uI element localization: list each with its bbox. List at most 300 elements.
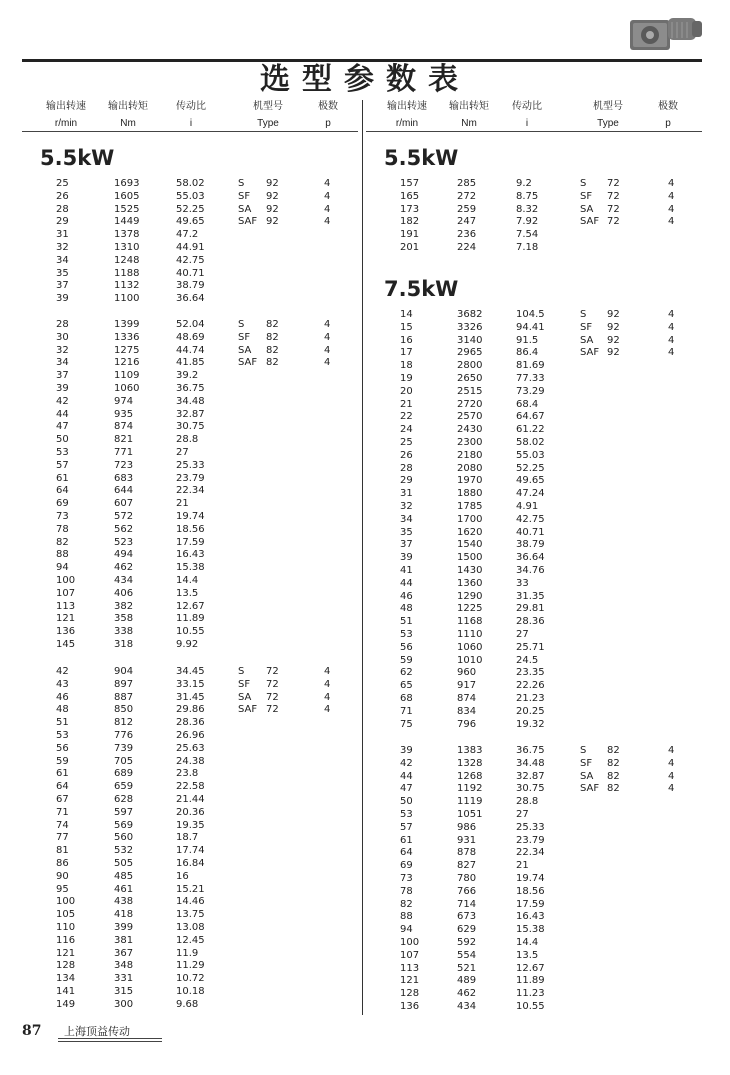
page-title: 选型参数表 xyxy=(260,62,470,97)
pole-count: 4 xyxy=(324,678,331,690)
output-torque: 358 xyxy=(114,613,134,625)
ratio: 4.91 xyxy=(516,500,539,512)
ratio: 10.72 xyxy=(176,973,205,985)
output-speed: 61 xyxy=(56,472,69,484)
model-size: 72 xyxy=(266,704,279,716)
output-speed: 42 xyxy=(56,395,69,407)
output-speed: 35 xyxy=(56,267,69,279)
output-torque: 739 xyxy=(114,742,134,754)
output-torque: 521 xyxy=(457,962,477,974)
output-speed: 69 xyxy=(56,498,69,510)
output-torque: 935 xyxy=(114,408,134,420)
output-speed: 86 xyxy=(56,857,69,869)
ratio: 9.68 xyxy=(176,998,199,1010)
output-speed: 116 xyxy=(56,934,76,946)
output-torque: 780 xyxy=(457,872,477,884)
ratio: 44.74 xyxy=(176,344,205,356)
output-torque: 554 xyxy=(457,949,477,961)
output-speed: 182 xyxy=(400,216,420,228)
output-torque: 931 xyxy=(457,834,477,846)
ratio: 12.45 xyxy=(176,934,205,946)
output-torque: 1378 xyxy=(114,229,140,241)
output-torque: 1880 xyxy=(457,488,483,500)
output-torque: 494 xyxy=(114,549,134,561)
ratio: 29.81 xyxy=(516,603,545,615)
output-speed: 44 xyxy=(400,577,413,589)
ratio: 10.18 xyxy=(176,985,205,997)
ratio: 42.75 xyxy=(176,254,205,266)
output-torque: 812 xyxy=(114,717,134,729)
pole-count: 4 xyxy=(668,321,675,333)
ratio: 49.65 xyxy=(516,475,545,487)
output-torque: 348 xyxy=(114,960,134,972)
output-speed: 21 xyxy=(400,398,413,410)
model-series: SA xyxy=(238,203,252,215)
ratio: 11.23 xyxy=(516,988,545,1000)
output-speed: 29 xyxy=(400,475,413,487)
ratio: 14.4 xyxy=(176,574,199,586)
output-torque: 1119 xyxy=(457,796,483,808)
output-speed: 157 xyxy=(400,178,420,189)
model-series: S xyxy=(238,319,245,330)
output-torque: 338 xyxy=(114,626,134,638)
output-speed: 64 xyxy=(400,847,413,859)
output-speed: 42 xyxy=(56,666,69,677)
model-series: SA xyxy=(580,770,594,782)
output-torque: 592 xyxy=(457,936,477,948)
output-torque: 1051 xyxy=(457,808,483,820)
output-speed: 71 xyxy=(56,806,69,818)
output-speed: 74 xyxy=(56,819,69,831)
ratio: 13.08 xyxy=(176,921,205,933)
output-speed: 35 xyxy=(400,526,413,538)
output-torque: 562 xyxy=(114,523,134,535)
output-speed: 41 xyxy=(400,564,413,576)
output-torque: 1449 xyxy=(114,216,140,228)
output-torque: 1060 xyxy=(457,641,483,653)
model-series: SF xyxy=(238,190,251,202)
header-speed-right: 输出转速 r/min xyxy=(387,101,427,129)
ratio: 15.21 xyxy=(176,883,205,895)
output-speed: 57 xyxy=(400,821,413,833)
output-torque: 1360 xyxy=(457,577,483,589)
output-torque: 874 xyxy=(114,421,134,433)
output-speed: 34 xyxy=(56,357,69,369)
output-torque: 3682 xyxy=(457,309,483,320)
output-torque: 1225 xyxy=(457,603,483,615)
output-speed: 39 xyxy=(400,745,413,756)
output-speed: 69 xyxy=(400,860,413,872)
ratio: 27 xyxy=(516,628,529,640)
output-speed: 32 xyxy=(56,344,69,356)
ratio: 34.48 xyxy=(176,395,205,407)
ratio: 36.64 xyxy=(176,293,205,305)
output-torque: 1605 xyxy=(114,190,140,202)
model-series: SA xyxy=(238,344,252,356)
output-torque: 629 xyxy=(457,924,477,936)
output-torque: 434 xyxy=(114,574,134,586)
ratio: 21.23 xyxy=(516,692,545,704)
ratio: 16 xyxy=(176,870,189,882)
output-speed: 165 xyxy=(400,190,420,202)
output-speed: 32 xyxy=(56,241,69,253)
output-torque: 285 xyxy=(457,178,477,189)
output-speed: 121 xyxy=(56,613,76,625)
model-size: 92 xyxy=(266,190,279,202)
ratio: 47.2 xyxy=(176,229,199,241)
output-speed: 100 xyxy=(400,936,420,948)
output-torque: 960 xyxy=(457,667,477,679)
output-torque: 1110 xyxy=(457,628,483,640)
ratio: 15.38 xyxy=(516,924,545,936)
ratio: 9.92 xyxy=(176,638,199,650)
output-speed: 59 xyxy=(56,755,69,767)
output-speed: 50 xyxy=(400,796,413,808)
pole-count: 4 xyxy=(668,309,675,320)
output-torque: 462 xyxy=(457,988,477,1000)
ratio: 30.75 xyxy=(516,783,545,795)
output-torque: 1168 xyxy=(457,616,483,628)
ratio: 55.03 xyxy=(516,449,545,461)
output-speed: 128 xyxy=(400,988,420,1000)
pole-count: 4 xyxy=(324,203,331,215)
ratio: 34.76 xyxy=(516,564,545,576)
ratio: 23.8 xyxy=(176,768,199,780)
ratio: 11.9 xyxy=(176,947,199,959)
ratio: 20.36 xyxy=(176,806,205,818)
pole-count: 4 xyxy=(324,704,331,716)
model-size: 92 xyxy=(607,321,620,333)
ratio: 19.32 xyxy=(516,718,545,730)
page-number: 87 xyxy=(22,1023,42,1039)
pole-count: 4 xyxy=(668,770,675,782)
footer-rule xyxy=(58,1038,162,1039)
pole-count: 4 xyxy=(324,666,331,677)
output-speed: 121 xyxy=(400,975,420,987)
ratio: 29.86 xyxy=(176,704,205,716)
output-speed: 88 xyxy=(56,549,69,561)
output-torque: 986 xyxy=(457,821,477,833)
output-torque: 3326 xyxy=(457,321,483,333)
model-size: 72 xyxy=(607,203,620,215)
output-speed: 149 xyxy=(56,998,76,1010)
output-speed: 53 xyxy=(400,808,413,820)
output-torque: 1430 xyxy=(457,564,483,576)
ratio: 22.58 xyxy=(176,781,205,793)
output-speed: 44 xyxy=(400,770,413,782)
output-speed: 100 xyxy=(56,574,76,586)
output-speed: 28 xyxy=(56,319,69,330)
output-speed: 44 xyxy=(56,408,69,420)
output-torque: 1700 xyxy=(457,513,483,525)
output-torque: 607 xyxy=(114,498,134,510)
ratio: 12.67 xyxy=(516,962,545,974)
output-torque: 628 xyxy=(114,793,134,805)
output-speed: 141 xyxy=(56,985,76,997)
pole-count: 4 xyxy=(668,783,675,795)
output-torque: 917 xyxy=(457,680,477,692)
output-speed: 82 xyxy=(56,536,69,548)
output-torque: 1620 xyxy=(457,526,483,538)
output-speed: 47 xyxy=(56,421,69,433)
output-torque: 1109 xyxy=(114,370,140,382)
pole-count: 4 xyxy=(668,178,675,189)
model-series: SAF xyxy=(580,347,600,359)
output-speed: 90 xyxy=(56,870,69,882)
output-speed: 59 xyxy=(400,654,413,666)
ratio: 27 xyxy=(176,446,189,458)
output-torque: 1010 xyxy=(457,654,483,666)
output-speed: 145 xyxy=(56,638,76,650)
output-speed: 78 xyxy=(56,523,69,535)
output-torque: 796 xyxy=(457,718,477,730)
output-speed: 73 xyxy=(56,510,69,522)
header-speed: 输出转速 r/min xyxy=(46,101,86,129)
model-series: SA xyxy=(580,334,594,346)
header-underline-left xyxy=(22,131,358,132)
output-torque: 1275 xyxy=(114,344,140,356)
output-torque: 776 xyxy=(114,729,134,741)
ratio: 22.34 xyxy=(176,485,205,497)
model-size: 72 xyxy=(266,666,279,677)
header-poles-right: 极数 p xyxy=(658,101,678,129)
output-torque: 569 xyxy=(114,819,134,831)
output-torque: 505 xyxy=(114,857,134,869)
output-torque: 2300 xyxy=(457,436,483,448)
output-torque: 1310 xyxy=(114,241,140,253)
output-speed: 61 xyxy=(56,768,69,780)
output-torque: 874 xyxy=(457,692,477,704)
ratio: 28.8 xyxy=(516,796,539,808)
output-torque: 659 xyxy=(114,781,134,793)
output-torque: 2570 xyxy=(457,411,483,423)
model-series: S xyxy=(238,666,245,677)
output-speed: 94 xyxy=(400,924,413,936)
output-speed: 29 xyxy=(56,216,69,228)
ratio: 49.65 xyxy=(176,216,205,228)
ratio: 19.74 xyxy=(176,510,205,522)
output-speed: 201 xyxy=(400,241,420,253)
ratio: 25.33 xyxy=(516,821,545,833)
output-torque: 2965 xyxy=(457,347,483,359)
output-speed: 107 xyxy=(400,949,420,961)
ratio: 17.59 xyxy=(176,536,205,548)
output-speed: 34 xyxy=(56,254,69,266)
ratio: 17.74 xyxy=(176,845,205,857)
output-torque: 1268 xyxy=(457,770,483,782)
output-torque: 462 xyxy=(114,562,134,574)
output-speed: 113 xyxy=(400,962,420,974)
ratio: 36.64 xyxy=(516,552,545,564)
output-torque: 381 xyxy=(114,934,134,946)
power-label: 5.5kW xyxy=(40,146,115,170)
model-series: SF xyxy=(238,678,251,690)
output-speed: 88 xyxy=(400,911,413,923)
output-speed: 56 xyxy=(400,641,413,653)
output-torque: 904 xyxy=(114,666,134,677)
ratio: 52.25 xyxy=(176,203,205,215)
ratio: 42.75 xyxy=(516,513,545,525)
output-torque: 766 xyxy=(457,885,477,897)
output-speed: 48 xyxy=(400,603,413,615)
ratio: 30.75 xyxy=(176,421,205,433)
output-torque: 532 xyxy=(114,845,134,857)
ratio: 94.41 xyxy=(516,321,545,333)
output-speed: 62 xyxy=(400,667,413,679)
pole-count: 4 xyxy=(668,216,675,228)
output-speed: 22 xyxy=(400,411,413,423)
output-torque: 897 xyxy=(114,678,134,690)
gear-motor-logo xyxy=(628,12,704,56)
ratio: 22.34 xyxy=(516,847,545,859)
output-speed: 26 xyxy=(56,190,69,202)
output-torque: 834 xyxy=(457,705,477,717)
header-ratio-right: 传动比 i xyxy=(512,101,542,129)
output-speed: 94 xyxy=(56,562,69,574)
output-speed: 78 xyxy=(400,885,413,897)
output-torque: 560 xyxy=(114,832,134,844)
ratio: 7.92 xyxy=(516,216,539,228)
output-torque: 489 xyxy=(457,975,477,987)
output-speed: 31 xyxy=(56,229,69,241)
output-speed: 15 xyxy=(400,321,413,333)
model-size: 82 xyxy=(266,357,279,369)
pole-count: 4 xyxy=(324,190,331,202)
output-torque: 673 xyxy=(457,911,477,923)
ratio: 8.75 xyxy=(516,190,539,202)
output-torque: 236 xyxy=(457,229,477,241)
output-torque: 434 xyxy=(457,1000,477,1012)
ratio: 104.5 xyxy=(516,309,545,320)
model-series: SA xyxy=(238,691,252,703)
output-torque: 878 xyxy=(457,847,477,859)
model-series: SAF xyxy=(238,704,258,716)
ratio: 86.4 xyxy=(516,347,539,359)
ratio: 64.67 xyxy=(516,411,545,423)
output-speed: 37 xyxy=(56,280,69,292)
output-speed: 56 xyxy=(56,742,69,754)
output-torque: 1693 xyxy=(114,178,140,189)
ratio: 40.71 xyxy=(176,267,205,279)
ratio: 18.56 xyxy=(176,523,205,535)
output-torque: 2720 xyxy=(457,398,483,410)
model-size: 72 xyxy=(607,178,620,189)
output-torque: 572 xyxy=(114,510,134,522)
company-name: 上海顶益传动 xyxy=(64,1026,130,1038)
output-torque: 974 xyxy=(114,395,134,407)
ratio: 31.35 xyxy=(516,590,545,602)
output-torque: 689 xyxy=(114,768,134,780)
output-speed: 50 xyxy=(56,434,69,446)
model-size: 92 xyxy=(607,347,620,359)
ratio: 47.24 xyxy=(516,488,545,500)
model-size: 72 xyxy=(607,216,620,228)
ratio: 28.36 xyxy=(176,717,205,729)
output-torque: 418 xyxy=(114,909,134,921)
ratio: 18.7 xyxy=(176,832,199,844)
output-speed: 16 xyxy=(400,334,413,346)
ratio: 11.29 xyxy=(176,960,205,972)
output-torque: 1328 xyxy=(457,757,483,769)
output-torque: 318 xyxy=(114,638,134,650)
ratio: 23.79 xyxy=(176,472,205,484)
ratio: 41.85 xyxy=(176,357,205,369)
output-torque: 1970 xyxy=(457,475,483,487)
output-speed: 65 xyxy=(400,680,413,692)
output-speed: 82 xyxy=(400,898,413,910)
output-torque: 399 xyxy=(114,921,134,933)
output-torque: 406 xyxy=(114,587,134,599)
model-size: 82 xyxy=(607,745,620,756)
output-speed: 30 xyxy=(56,331,69,343)
ratio: 7.54 xyxy=(516,229,539,241)
output-speed: 64 xyxy=(56,781,69,793)
output-speed: 37 xyxy=(400,539,413,551)
output-speed: 51 xyxy=(56,717,69,729)
ratio: 25.33 xyxy=(176,459,205,471)
header-type: 机型号 Type xyxy=(253,101,283,129)
ratio: 24.5 xyxy=(516,654,539,666)
ratio: 28.8 xyxy=(176,434,199,446)
ratio: 25.63 xyxy=(176,742,205,754)
ratio: 38.79 xyxy=(176,280,205,292)
output-speed: 25 xyxy=(56,178,69,189)
model-series: S xyxy=(580,309,587,320)
column-divider xyxy=(362,100,363,1015)
output-torque: 523 xyxy=(114,536,134,548)
pole-count: 4 xyxy=(668,757,675,769)
ratio: 23.79 xyxy=(516,834,545,846)
output-speed: 68 xyxy=(400,692,413,704)
output-torque: 887 xyxy=(114,691,134,703)
output-speed: 34 xyxy=(400,513,413,525)
pole-count: 4 xyxy=(668,334,675,346)
ratio: 36.75 xyxy=(516,745,545,756)
ratio: 39.2 xyxy=(176,370,199,382)
ratio: 17.59 xyxy=(516,898,545,910)
model-series: SAF xyxy=(580,216,600,228)
output-torque: 1336 xyxy=(114,331,140,343)
output-speed: 105 xyxy=(56,909,76,921)
ratio: 20.25 xyxy=(516,705,545,717)
output-torque: 1192 xyxy=(457,783,483,795)
output-torque: 331 xyxy=(114,973,134,985)
power-label: 7.5kW xyxy=(384,277,459,301)
pole-count: 4 xyxy=(668,190,675,202)
ratio: 34.45 xyxy=(176,666,205,677)
ratio: 28.36 xyxy=(516,616,545,628)
output-speed: 173 xyxy=(400,203,420,215)
ratio: 32.87 xyxy=(176,408,205,420)
output-speed: 31 xyxy=(400,488,413,500)
output-torque: 3140 xyxy=(457,334,483,346)
ratio: 55.03 xyxy=(176,190,205,202)
output-speed: 32 xyxy=(400,500,413,512)
ratio: 36.75 xyxy=(176,382,205,394)
ratio: 9.2 xyxy=(516,178,532,189)
model-size: 82 xyxy=(266,331,279,343)
output-speed: 53 xyxy=(400,628,413,640)
model-size: 82 xyxy=(266,344,279,356)
output-speed: 53 xyxy=(56,446,69,458)
model-size: 82 xyxy=(607,770,620,782)
model-size: 82 xyxy=(266,319,279,330)
pole-count: 4 xyxy=(668,745,675,756)
output-speed: 95 xyxy=(56,883,69,895)
model-size: 82 xyxy=(607,783,620,795)
output-torque: 438 xyxy=(114,896,134,908)
output-torque: 821 xyxy=(114,434,134,446)
